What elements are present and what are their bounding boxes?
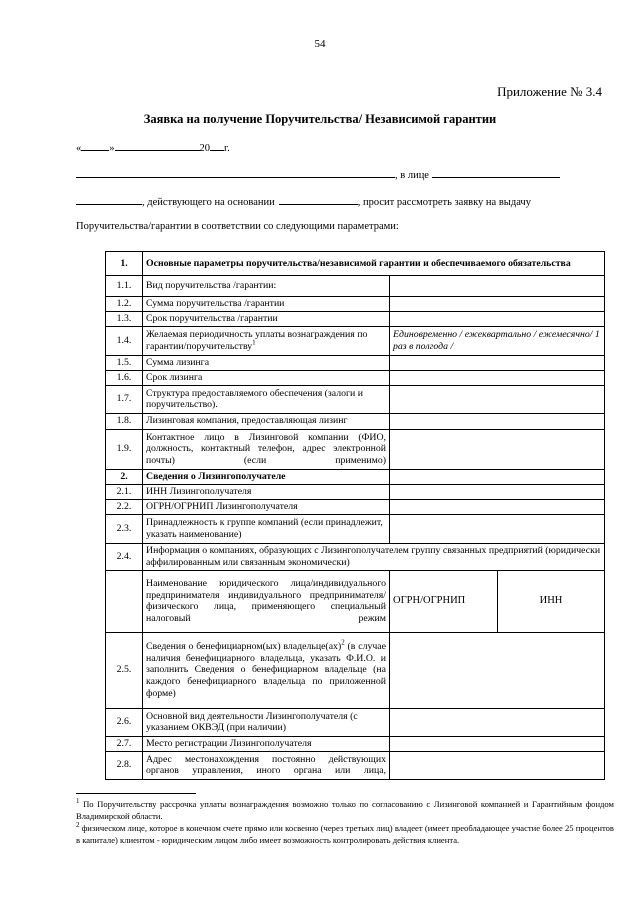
row-number: 1.6. [106, 370, 143, 385]
row-number: 1.2. [106, 297, 143, 312]
section-number: 2. [106, 469, 143, 484]
row-label: Лизинговая компания, предоставляющая лизинг [143, 413, 390, 429]
value-cell[interactable] [390, 708, 605, 736]
value-cell[interactable] [390, 429, 605, 469]
row-label: Структура предоставляемого обеспечения (залоги и поручительство). [143, 385, 390, 413]
row-number: 1.9. [106, 429, 143, 469]
document-title: Заявка на получение Поручительства/ Независимой гарантии [143, 112, 497, 126]
row-number: 1.3. [106, 312, 143, 327]
value-cell[interactable] [390, 385, 605, 413]
row-label: Вид поручительства /гарантии: [143, 276, 390, 297]
value-cell[interactable] [390, 469, 605, 484]
value-cell[interactable] [390, 413, 605, 429]
value-cell[interactable] [390, 312, 605, 327]
payment-frequency-options[interactable]: Единовременно / ежеквартально / ежемесячно/ 1 раз в полгода / [390, 327, 605, 356]
value-cell[interactable] [390, 499, 605, 514]
row-label: ИНН Лизингополучателя [143, 484, 390, 499]
value-cell[interactable] [390, 356, 605, 371]
row-number: 2.7. [106, 736, 143, 751]
row-number: 1.1. [106, 276, 143, 297]
row-number: 2.5. [106, 632, 143, 708]
row-label: Место регистрации Лизингополучателя [143, 736, 390, 751]
section-number: 1. [106, 252, 143, 276]
value-cell[interactable] [390, 514, 605, 543]
row-number: 2.3. [106, 514, 143, 543]
row-number: 1.8. [106, 413, 143, 429]
date-line: « » 20 г. [76, 143, 230, 154]
footnote-marker: 1 [252, 338, 256, 347]
ogrn-column-header: ОГРН/ОГРНИП [390, 570, 498, 632]
value-cell[interactable] [390, 297, 605, 312]
value-cell[interactable] [390, 632, 605, 708]
value-cell[interactable] [390, 751, 605, 779]
row-label: Сведения о бенефициарном(ых) владельце(ах)$^2$ (в случае наличия бенефициарного владельца, указать Ф.И.О. и заполнить Сведения о бенефициарном владельце (на каждого бенефициарного владельца по приложенной форме) [143, 632, 390, 708]
row-number: 2.4. [106, 543, 143, 570]
value-cell[interactable] [390, 276, 605, 297]
appendix-label: Приложение № 3.4 [497, 84, 602, 99]
intro-text: Поручительства/гарантии в соответствии со следующими параметрами: [76, 221, 399, 232]
page-number: 54 [314, 38, 326, 50]
basis-line: , действующего на основании , просит рассмотреть заявку на выдачу [76, 195, 531, 208]
section-title: Основные параметры поручительства/независимой гарантии и обеспечиваемого обязательства [143, 252, 605, 276]
row-number: 1.7. [106, 385, 143, 413]
application-table [105, 251, 605, 780]
row-number: 1.5. [106, 356, 143, 371]
row-label: ОГРН/ОГРНИП Лизингополучателя [143, 499, 390, 514]
row-label: Желаемая периодичность уплаты вознаграждения по гарантии/поручительству$^1$ [143, 327, 390, 356]
applicant-line: , в лице [76, 168, 560, 181]
row-label: Информация о компаниях, образующих с Лизингополучателем группу связанных предприятий (юридически аффилированным или связанным экономически) [143, 543, 605, 570]
footnote-2: $^2$ физическом лице, которое в конечном счете прямо или косвенно (через третьих лиц) владеет (имеет преобладающее участие более 25 процентов в капитале) клиентом - юридическим лицом либо имеет возможность контролировать действия клиента. [76, 821, 614, 845]
empty-cell [106, 570, 143, 632]
section-title: Сведения о Лизингополучателе [143, 469, 390, 484]
row-label: Срок лизинга [143, 370, 390, 385]
row-label: Сумма поручительства /гарантии [143, 297, 390, 312]
row-label: Срок поручительства /гарантии [143, 312, 390, 327]
value-cell[interactable] [390, 370, 605, 385]
row-number: 2.6. [106, 708, 143, 736]
value-cell[interactable] [390, 736, 605, 751]
row-label: Принадлежность к группе компаний (если принадлежит, указать наименование) [143, 514, 390, 543]
row-number: 2.2. [106, 499, 143, 514]
row-number: 1.4. [106, 327, 143, 356]
inn-column-header: ИНН [498, 570, 605, 632]
row-number: 2.1. [106, 484, 143, 499]
footnote-1: $^1$ По Поручительству рассрочка уплаты вознаграждения возможно только по согласованию с Лизинговой компанией и Гарантийным фондом Владимирской области. [76, 797, 614, 821]
footnote-divider [76, 793, 196, 794]
value-cell[interactable] [390, 484, 605, 499]
row-label: Сумма лизинга [143, 356, 390, 371]
row-label: Контактное лицо в Лизинговой компании (ФИО, должность, контактный телефон, адрес электронной почты) (если применимо) [143, 429, 390, 469]
row-label: Основной вид деятельности Лизингополучателя (с указанием ОКВЭД (при наличии) [143, 708, 390, 736]
row-label: Адрес местонахождения постоянно действующих органов управления, иного органа или лица, [143, 751, 390, 779]
row-label: Наименование юридического лица/индивидуального предпринимателя индивидуального предпринимателя/физического лица, применяющего специальный налоговый режим [143, 570, 390, 632]
footnote-marker: 2 [341, 638, 345, 647]
row-number: 2.8. [106, 751, 143, 779]
